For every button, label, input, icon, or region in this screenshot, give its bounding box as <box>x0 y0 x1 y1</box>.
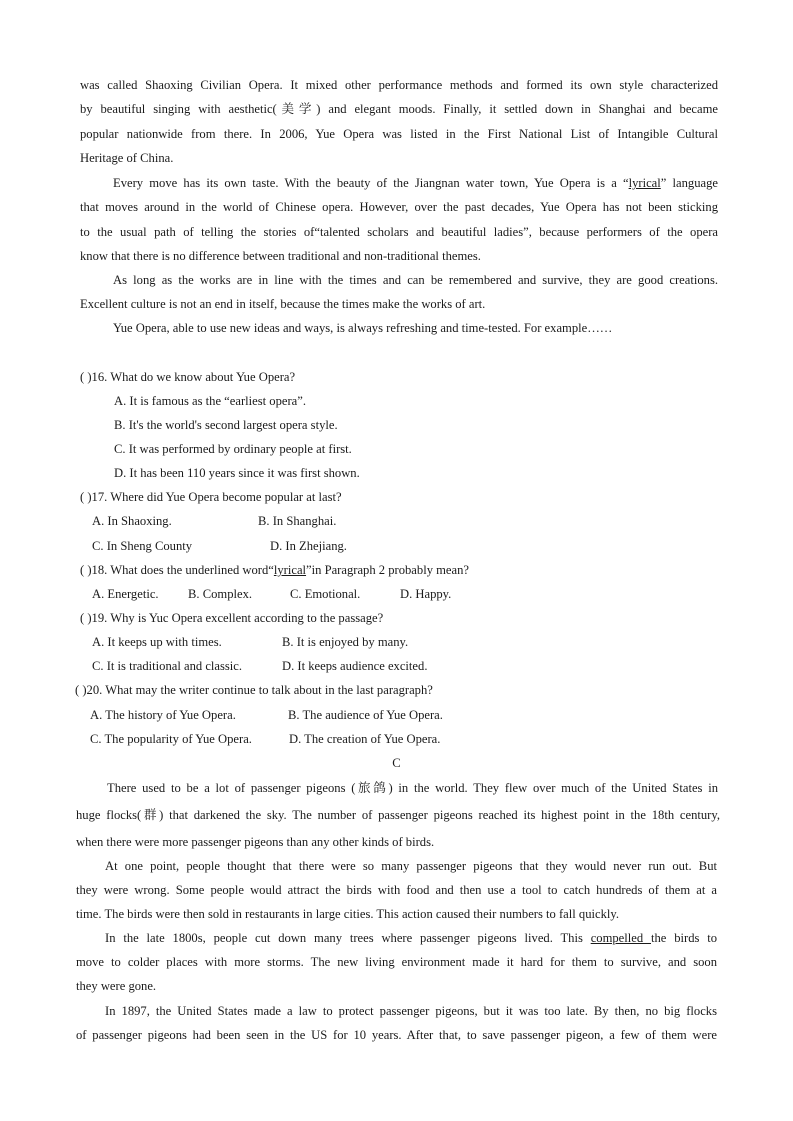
q19-option-d: D. It keeps audience excited. <box>282 659 428 673</box>
underlined-word-lyrical: lyrical <box>628 176 661 190</box>
q17-option-c: C. In Sheng County <box>92 539 193 553</box>
q18-option-a: A. Energetic. <box>92 587 159 601</box>
passage-c-p1-line3: when there were more passenger pigeons than any other kinds of birds. <box>76 835 435 849</box>
passage-c-p2-line3: time. The birds were then sold in restaurants in large cities. This action caused their numbers to fall quickly. <box>76 907 620 921</box>
q18-stem: ( )18. What does the underlined word“lyrical”in Paragraph 2 probably mean? <box>80 563 470 577</box>
q17-option-d: D. In Zhejiang. <box>270 539 347 553</box>
q19-stem: ( )19. Why is Yuc Opera excellent according to the passage? <box>80 611 384 625</box>
q16-option-a: A. It is famous as the “earliest opera”. <box>114 394 306 408</box>
passage-b-p1-line2: by beautiful singing with aesthetic(美学) and elegant moods. Finally, it settled down in Shanghai and became <box>80 102 718 116</box>
q20-option-d: D. The creation of Yue Opera. <box>289 732 441 746</box>
q20-option-b: B. The audience of Yue Opera. <box>288 708 443 722</box>
passage-c-heading: C <box>392 756 401 770</box>
passage-c-p1-line2: huge flocks(群) that darkened the sky. The number of passenger pigeons reached its highest point in the 18th century, <box>76 808 720 822</box>
passage-b-p3-line1: As long as the works are in line with the times and can be remembered and survive, they are good creations. <box>113 273 718 287</box>
q17-option-b: B. In Shanghai. <box>258 514 337 528</box>
passage-c-p2-line2: they were wrong. Some people would attract the birds with food and then use a tool to catch hundreds of them at a <box>76 883 717 897</box>
q19-option-b: B. It is enjoyed by many. <box>282 635 409 649</box>
q18-underlined-word: lyrical <box>273 563 307 577</box>
q20-stem: ( )20. What may the writer continue to talk about in the last paragraph? <box>75 683 433 697</box>
passage-b-p3-line2: Excellent culture is not an end in itself, because the times make the works of art. <box>80 297 486 311</box>
q18-option-b: B. Complex. <box>188 587 253 601</box>
passage-c-p4-line2: of passenger pigeons had been seen in the US for 10 years. After that, to save passenger pigeon, a few of them were <box>76 1028 717 1042</box>
passage-b-p4-line1: Yue Opera, able to use new ideas and ways, is always refreshing and time-tested. For example…… <box>113 321 613 335</box>
q16-option-d: D. It has been 110 years since it was first shown. <box>114 466 360 480</box>
q18-option-c: C. Emotional. <box>290 587 361 601</box>
q17-stem: ( )17. Where did Yue Opera become popular at last? <box>80 490 342 504</box>
q19-option-c: C. It is traditional and classic. <box>92 659 243 673</box>
q16-option-b: B. It's the world's second largest opera style. <box>114 418 338 432</box>
passage-c-p3-line2: move to colder places with more storms. The new living environment made it hard for them to survive, and soon <box>76 955 717 969</box>
passage-c-p1-line1: There used to be a lot of passenger pigeons (旅鸽) in the world. They flew over much of the United States in <box>107 781 718 795</box>
passage-b-p2-line3: to the usual path of telling the stories of“talented scholars and beautiful ladies”, because performers of the opera <box>80 225 718 239</box>
passage-c-p3-line3: they were gone. <box>76 979 157 993</box>
q19-option-a: A. It keeps up with times. <box>92 635 222 649</box>
q20-option-c: C. The popularity of Yue Opera. <box>90 732 252 746</box>
passage-c-p4-line1: In 1897, the United States made a law to protect passenger pigeons, but it was too late. By then, no big flocks <box>105 1004 717 1018</box>
passage-c-p3-line1: In the late 1800s, people cut down many trees where passenger pigeons lived. This compelled the birds to <box>105 931 718 945</box>
underlined-word-compelled: compelled <box>590 931 651 945</box>
passage-b-p1-line4: Heritage of China. <box>80 151 174 165</box>
passage-b-p1-line1: was called Shaoxing Civilian Opera. It mixed other performance methods and formed its own style characterized <box>80 78 718 92</box>
passage-b-p2-line4: know that there is no difference between traditional and non-traditional themes. <box>80 249 481 263</box>
q18-option-d: D. Happy. <box>400 587 452 601</box>
q20-option-a: A. The history of Yue Opera. <box>90 708 236 722</box>
passage-c-p2-line1: At one point, people thought that there were so many passenger pigeons that they would never run out. But <box>105 859 717 873</box>
passage-b-p2-line1: Every move has its own taste. With the beauty of the Jiangnan water town, Yue Opera is a “lyrical” language <box>113 176 718 190</box>
q17-option-a: A. In Shaoxing. <box>92 514 172 528</box>
passage-b-p1-line3: popular nationwide from there. In 2006, Yue Opera was listed in the First National List of Intangible Cultural <box>80 127 718 141</box>
q16-stem: ( )16. What do we know about Yue Opera? <box>80 370 296 384</box>
passage-b-p2-line2: that moves around in the world of Chinese opera. However, over the past decades, Yue Opera has not been sticking <box>80 200 718 214</box>
q16-option-c: C. It was performed by ordinary people at first. <box>114 442 352 456</box>
